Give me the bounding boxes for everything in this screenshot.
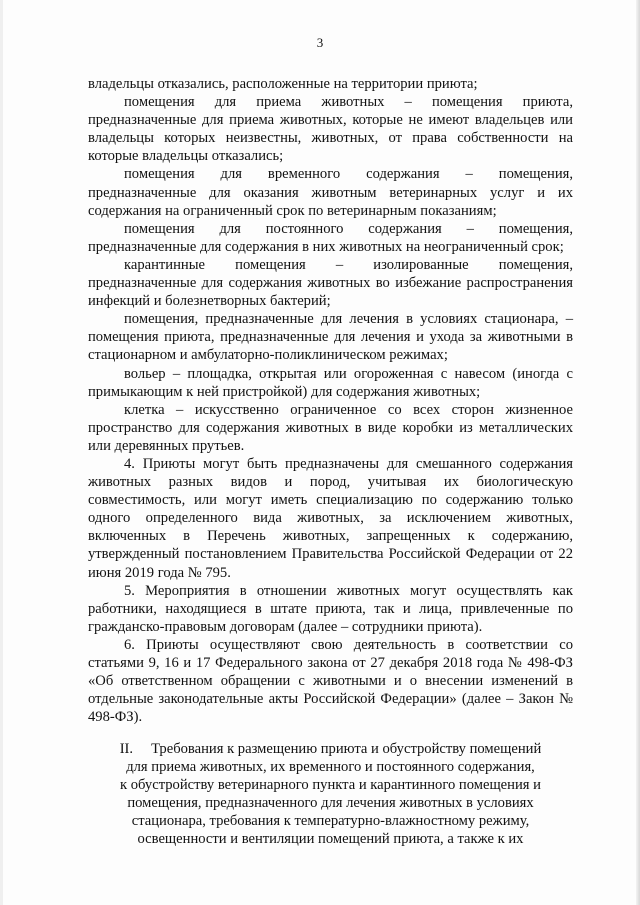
definition-quarantine-rooms: карантинные помещения – изолированные помещения, предназначенные для содержания животных во избежание распространения инфекций и болезнетворных бактерий; — [88, 256, 573, 310]
clause-4: 4. Приюты могут быть предназначены для смешанного содержания животных разных видов и пород, учитывая их биологическую совместимость, или могут иметь специализацию по содержанию только одного определенного вида животных, за исключением животных, включенных в Перечень животных, запрещенных к содержанию, утвержденный постановлением Правительства Российской Федерации от 22 июня 2019 года № 795. — [88, 455, 573, 581]
definition-permanent-rooms: помещения для постоянного содержания – помещения, предназначенные для содержания в них животных на неограниченный срок; — [88, 220, 573, 255]
page-number: 3 — [316, 35, 324, 50]
clause-5: 5. Мероприятия в отношении животных могут осуществлять как работники, находящиеся в штате приюта, так и лица, привлеченные по гражданско-правовым договорам (далее – сотрудники приюта). — [88, 582, 573, 635]
paragraph-continuation: владельцы отказались, расположенные на территории приюта; — [88, 76, 478, 92]
page-right-edge — [636, 0, 640, 905]
section-heading-line-3: к обустройству ветеринарного пункта и карантинного помещения и — [120, 777, 541, 794]
definition-treatment-rooms: помещения, предназначенные для лечения в условиях стационара, – помещения приюта, предназначенные для лечения и ухода за животными в стационарном и амбулаторно-поликлиническом режимах; — [88, 311, 573, 364]
definition-enclosure: вольер – площадка, открытая или огороженная с навесом (иногда с примыкающим к ней пристройкой) для содержания животных; — [88, 365, 573, 400]
section-heading — [88, 740, 573, 849]
page-left-edge — [0, 0, 3, 905]
section-title-line: Требования к размещению приюта и обустройству помещений — [151, 741, 542, 757]
section-heading-line-1 — [88, 740, 573, 758]
section-heading-line-5: стационара, требования к температурно-влажностному режиму, — [131, 813, 530, 830]
clause-6: 6. Приюты осуществляют свою деятельность в соответствии со статьями 9, 16 и 17 Федерального закона от 27 декабря 2018 года № 498-ФЗ «Об ответственном обращении с животными и о внесении изменений в отдельные законодательные акты Российской Федерации» (далее – Закон № 498-ФЗ). — [88, 636, 573, 726]
section-heading-line-6: освещенности и вентиляции помещений приюта, а также к их — [137, 831, 524, 848]
section-heading-line-4: помещения, предназначенного для лечения животных в условиях — [127, 795, 534, 812]
body-text — [88, 75, 573, 726]
section-numeral: II. — [119, 741, 134, 757]
definition-cage: клетка – искусственно ограниченное со всех сторон жизненное пространство для содержания животных в виде коробки из металлических или деревянных прутьев. — [88, 401, 573, 454]
section-heading-line-2: для приема животных, их временного и постоянного содержания, — [126, 759, 535, 776]
definition-temporary-rooms: помещения для временного содержания – помещения, предназначенные для оказания животным ветеринарных услуг и их содержания на ограниченный срок по ветеринарным показаниям; — [88, 166, 573, 219]
definition-intake-rooms: помещения для приема животных – помещения приюта, предназначенные для приема животных, которые не имеют владельцев или владельцы которых неизвестны, животных, от права собственности на которые владельцы отказались; — [88, 94, 573, 165]
